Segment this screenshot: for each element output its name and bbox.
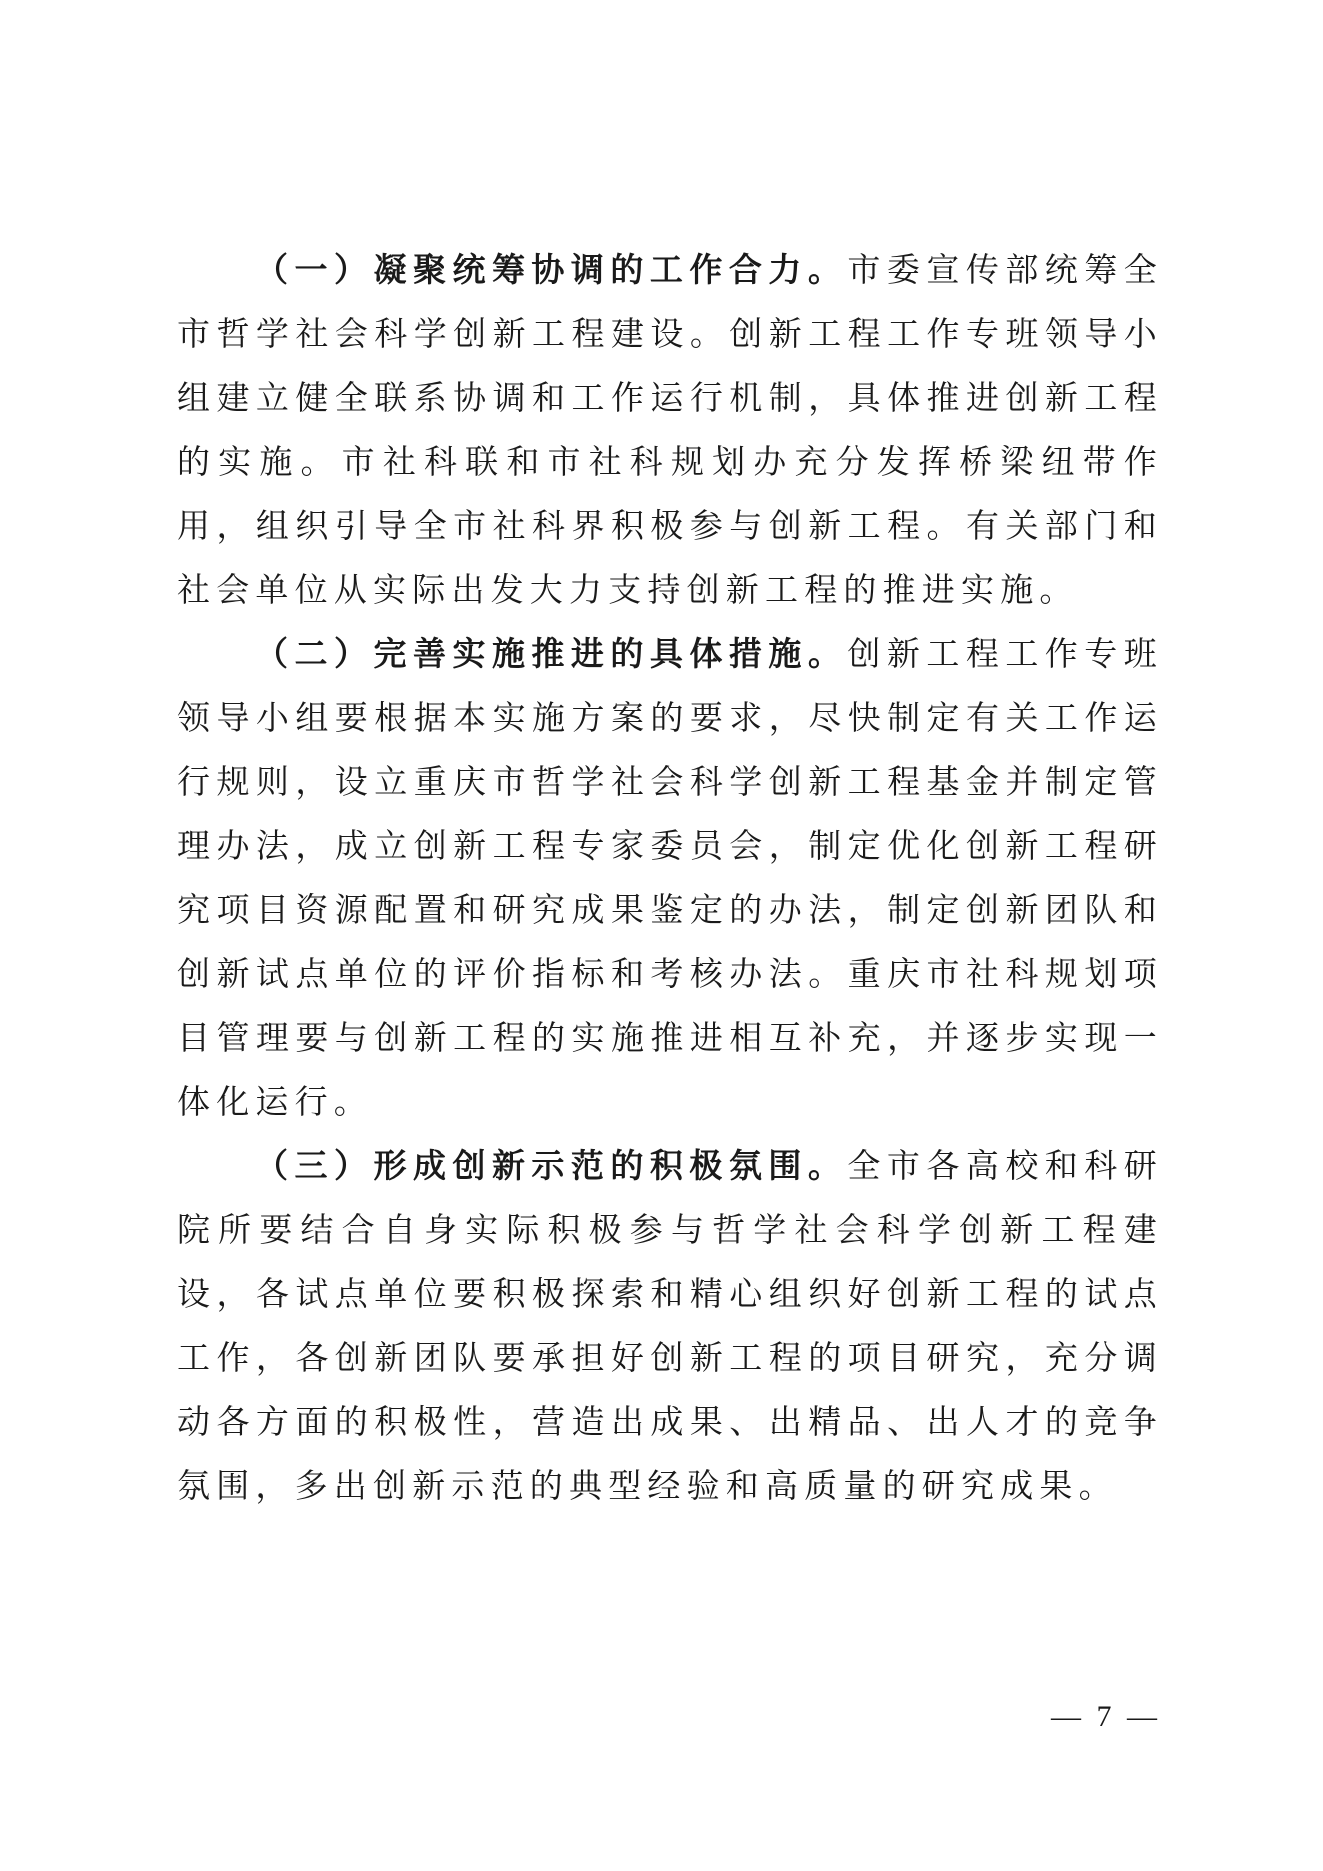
section-heading-3: （三）形成创新示范的积极氛围。: [255, 1146, 848, 1185]
section-body-3: 全市各高校和科研院所要结合自身实际积极参与哲学社会科学创新工程建设，各试点单位要积极探索和精心组织好创新工程的试点工作，各创新团队要承担好创新工程的项目研究，充分调动各方面的积极性，营造出成果、出精品、出人才的竞争氛围，多出创新示范的典型经验和高质量的研究成果。: [177, 1146, 1163, 1505]
section-body-1: 市委宣传部统筹全市哲学社会科学创新工程建设。创新工程工作专班领导小组建立健全联系协调和工作运行机制，具体推进创新工程的实施。市社科联和市社科规划办充分发挥桥梁纽带作用，组织引导全市社科界积极参与创新工程。有关部门和社会单位从实际出发大力支持创新工程的推进实施。: [177, 250, 1163, 609]
section-heading-2: （二）完善实施推进的具体措施。: [255, 634, 848, 673]
page-number: — 7 —: [1051, 1700, 1161, 1733]
paragraph-section-3: [177, 1134, 1163, 1518]
document-body: [177, 238, 1163, 1518]
paragraph-section-2: [177, 622, 1163, 1134]
section-heading-1: （一）凝聚统筹协调的工作合力。: [255, 250, 848, 289]
paragraph-section-1: [177, 238, 1163, 622]
section-body-2: 创新工程工作专班领导小组要根据本实施方案的要求，尽快制定有关工作运行规则，设立重庆市哲学社会科学创新工程基金并制定管理办法，成立创新工程专家委员会，制定优化创新工程研究项目资源配置和研究成果鉴定的办法，制定创新团队和创新试点单位的评价指标和考核办法。重庆市社科规划项目管理要与创新工程的实施推进相互补充，并逐步实现一体化运行。: [177, 634, 1163, 1121]
